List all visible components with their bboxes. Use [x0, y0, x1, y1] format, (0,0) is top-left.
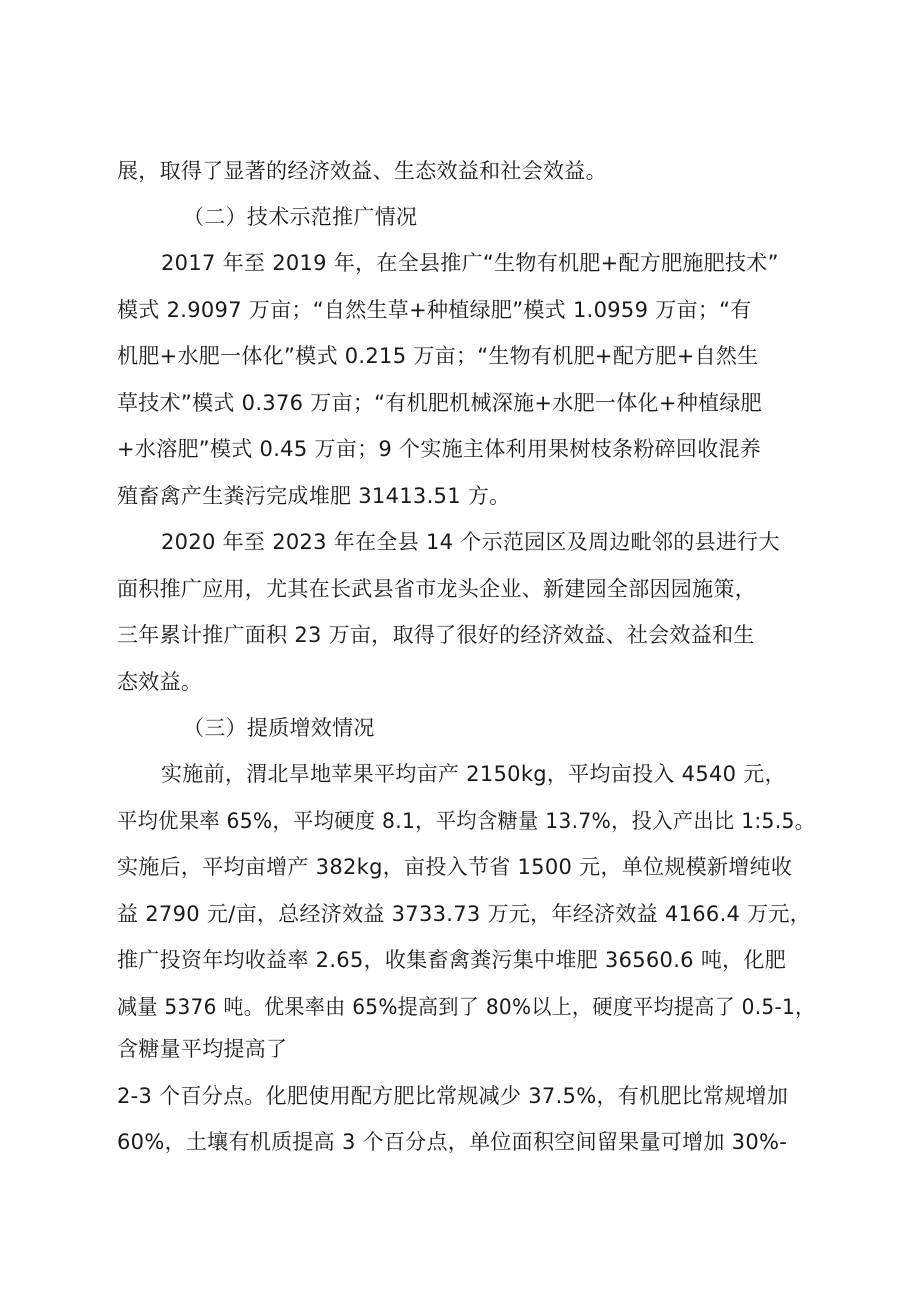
- text-line-22: 60%，土壤有机质提高 3 个百分点，单位面积空间留果量可增加 30%-: [117, 1130, 788, 1154]
- text-line-12: 态效益。: [117, 670, 203, 694]
- text-line-20: 含糖量平均提高了: [117, 1037, 288, 1061]
- text-line-8: 殖畜禽产生粪污完成堆肥 31413.51 方。: [117, 484, 511, 508]
- text-line-9: 2020 年至 2023 年在全县 14 个示范园区及周边毗邻的县进行大: [161, 530, 780, 554]
- section-heading-2: （二）技术示范推广情况: [183, 205, 418, 229]
- text-line-10: 面积推广应用，尤其在长武县省市龙头企业、新建园全部因园施策，: [117, 577, 756, 601]
- text-line-5: 机肥+水肥一体化”模式 0.215 万亩；“生物有机肥+配方肥+自然生: [117, 344, 759, 368]
- text-line-1: 展，取得了显著的经济效益、生态效益和社会效益。: [117, 159, 607, 183]
- text-line-3: 2017 年至 2019 年，在全县推广“生物有机肥+配方肥施肥技术”: [161, 251, 779, 275]
- text-line-17: 益 2790 元/亩，总经济效益 3733.73 万元，年经济效益 4166.4 万元，: [117, 902, 812, 926]
- section-heading-3: （三）提质增效情况: [183, 716, 375, 740]
- text-line-4: 模式 2.9097 万亩；“自然生草+种植绿肥”模式 1.0959 万亩；“有: [117, 298, 752, 322]
- text-line-19: 减量 5376 吨。优果率由 65%提高到了 80%以上，硬度平均提高了 0.5-1，: [117, 995, 816, 1019]
- text-line-14: 实施前，渭北旱地苹果平均亩产 2150kg，平均亩投入 4540 元，: [161, 762, 786, 786]
- text-line-16: 实施后，平均亩增产 382kg，亩投入节省 1500 元，单位规模新增纯收: [117, 855, 793, 879]
- text-line-7: +水溶肥”模式 0.45 万亩；9 个实施主体利用果树枝条粉碎回收混养: [117, 437, 762, 461]
- text-line-11: 三年累计推广面积 23 万亩，取得了很好的经济效益、社会效益和生: [117, 623, 755, 647]
- text-line-21: 2-3 个百分点。化肥使用配方肥比常规减少 37.5%，有机肥比常规增加: [117, 1084, 789, 1108]
- text-line-6: 草技术”模式 0.376 万亩；“有机肥机械深施+水肥一体化+种植绿肥: [117, 391, 762, 415]
- text-line-15: 平均优果率 65%，平均硬度 8.1，平均含糖量 13.7%，投入产出比 1:5.5。: [117, 809, 816, 833]
- text-line-18: 推广投资年均收益率 2.65，收集畜禽粪污集中堆肥 36560.6 吨，化肥: [117, 948, 787, 972]
